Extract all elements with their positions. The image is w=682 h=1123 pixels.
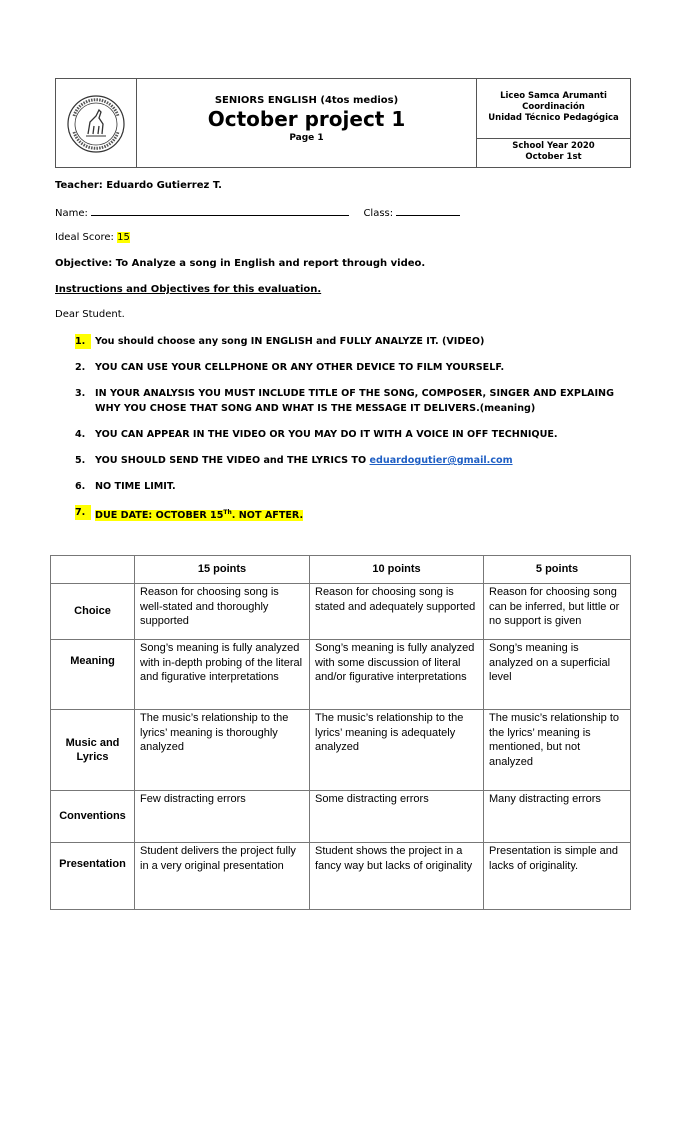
- name-class-line: [55, 206, 460, 219]
- rubric-cell: Reason for choosing song is stated and adequately supported: [310, 584, 484, 640]
- rubric-cell: Student shows the project in a fancy way but lacks of originality: [310, 843, 484, 910]
- instruction-item-3: [75, 386, 625, 416]
- rubric-cell: Many distracting errors: [484, 791, 631, 843]
- rubric-cell: Song’s meaning is analyzed on a superficial level: [484, 640, 631, 710]
- instruction-number: 5.: [75, 455, 86, 466]
- instruction-item-5: [75, 453, 625, 468]
- instruction-text: IN YOUR ANALYSIS YOU MUST INCLUDE TITLE OF THE SONG, COMPOSER, SINGER AND EXPLAING WHY YOU CHOSE THAT SONG AND WHAT IS THE MESSAGE IT DELIVERS.(meaning): [95, 388, 614, 414]
- greeting: Dear Student.: [55, 309, 125, 320]
- school-unit: Unidad Técnico Pedagógica: [488, 113, 619, 123]
- rubric-table: [50, 555, 631, 910]
- rubric-cell: The music’s relationship to the lyrics’ meaning is mentioned, but not analyzed: [484, 710, 631, 791]
- rubric-cell: Song’s meaning is fully analyzed with in-depth probing of the literal and figurative interpretations: [135, 640, 310, 710]
- instruction-item-1: [75, 334, 625, 349]
- instruction-number: 1.: [75, 334, 91, 349]
- ideal-score-line: [55, 232, 130, 243]
- ideal-score-value: 15: [117, 232, 130, 243]
- document-header: [55, 78, 631, 168]
- instructions-heading: Instructions and Objectives for this evaluation.: [55, 284, 322, 295]
- rubric-criterion: Music and Lyrics: [51, 710, 135, 791]
- rubric-row-choice: [51, 584, 631, 640]
- instruction-text: [95, 505, 625, 523]
- name-label: Name:: [55, 208, 88, 219]
- rubric-cell: Few distracting errors: [135, 791, 310, 843]
- instruction-text: NO TIME LIMIT.: [95, 481, 176, 492]
- rubric-cell: The music’s relationship to the lyrics’ meaning is thoroughly analyzed: [135, 710, 310, 791]
- instruction-text: YOU CAN USE YOUR CELLPHONE OR ANY OTHER DEVICE TO FILM YOURSELF.: [95, 362, 505, 373]
- rubric-cell: Student delivers the project fully in a very original presentation: [135, 843, 310, 910]
- due-date-post: . NOT AFTER.: [231, 510, 304, 522]
- rubric-cell: The music’s relationship to the lyrics’ meaning is adequately analyzed: [310, 710, 484, 791]
- instruction-text: [95, 453, 625, 468]
- rubric-cell: Reason for choosing song is well-stated and thoroughly supported: [135, 584, 310, 640]
- school-name: Liceo Samca Arumanti: [500, 91, 607, 101]
- rubric-header-5: 5 points: [484, 556, 631, 584]
- name-field[interactable]: [91, 206, 349, 216]
- rubric-row-meaning: [51, 640, 631, 710]
- instruction-number: 2.: [75, 362, 86, 373]
- page-number: Page 1: [289, 133, 324, 143]
- school-department: Coordinación: [522, 102, 585, 112]
- rubric-header-10: 10 points: [310, 556, 484, 584]
- school-year: School Year 2020: [512, 141, 595, 151]
- rubric-criterion: Conventions: [51, 791, 135, 843]
- due-date-sup: Th: [223, 509, 232, 516]
- instruction-number: 7.: [75, 505, 91, 520]
- class-field[interactable]: [396, 206, 460, 216]
- title-cell: [137, 79, 477, 167]
- rubric-cell: Song’s meaning is fully analyzed with some discussion of literal and/or figurative interpretations: [310, 640, 484, 710]
- class-label: Class:: [363, 208, 394, 219]
- instruction-text: YOU CAN APPEAR IN THE VIDEO OR YOU MAY DO IT WITH A VOICE IN OFF TECHNIQUE.: [95, 429, 558, 440]
- rubric-cell: Reason for choosing song can be inferred, but little or no support is given: [484, 584, 631, 640]
- instruction-text: You should choose any song IN ENGLISH and FULLY ANALYZE IT. (VIDEO): [95, 336, 485, 347]
- rubric-criterion: Choice: [51, 584, 135, 640]
- rubric-criterion: Meaning: [51, 640, 135, 710]
- instruction-number: 6.: [75, 481, 86, 492]
- document-date: October 1st: [525, 152, 582, 162]
- instruction-item-4: [75, 427, 625, 442]
- instruction-item-7: [75, 505, 625, 523]
- rubric-row-presentation: [51, 843, 631, 910]
- course-name: SENIORS ENGLISH (4tos medios): [214, 95, 399, 106]
- year-cell: [477, 139, 630, 167]
- rubric-header-row: [51, 556, 631, 584]
- instruction-number: 4.: [75, 429, 86, 440]
- due-date-pre: DUE DATE: OCTOBER 15: [95, 510, 224, 522]
- rubric-header-15: 15 points: [135, 556, 310, 584]
- rubric-criterion: Presentation: [51, 843, 135, 910]
- rubric-corner: [51, 556, 135, 584]
- rubric-cell: Presentation is simple and lacks of originality.: [484, 843, 631, 910]
- school-seal-logo: [66, 94, 126, 154]
- instruction-number: 3.: [75, 388, 86, 399]
- email-link[interactable]: eduardogutier@gmail.com: [369, 455, 513, 466]
- instruction-item-2: [75, 360, 625, 375]
- objective-line: Objective: To Analyze a song in English and report through video.: [55, 258, 426, 269]
- instruction-item-6: [75, 479, 625, 494]
- teacher-line: Teacher: Eduardo Gutierrez T.: [55, 180, 222, 191]
- instruction-text-body: YOU SHOULD SEND THE VIDEO and THE LYRICS TO: [95, 455, 367, 466]
- rubric-cell: Some distracting errors: [310, 791, 484, 843]
- logo-cell: [56, 79, 137, 167]
- due-date-text: [95, 510, 303, 521]
- rubric-row-music-lyrics: [51, 710, 631, 791]
- ideal-score-label: Ideal Score:: [55, 232, 114, 243]
- page-title: October project 1: [207, 107, 406, 131]
- school-cell: [477, 79, 630, 139]
- rubric-row-conventions: [51, 791, 631, 843]
